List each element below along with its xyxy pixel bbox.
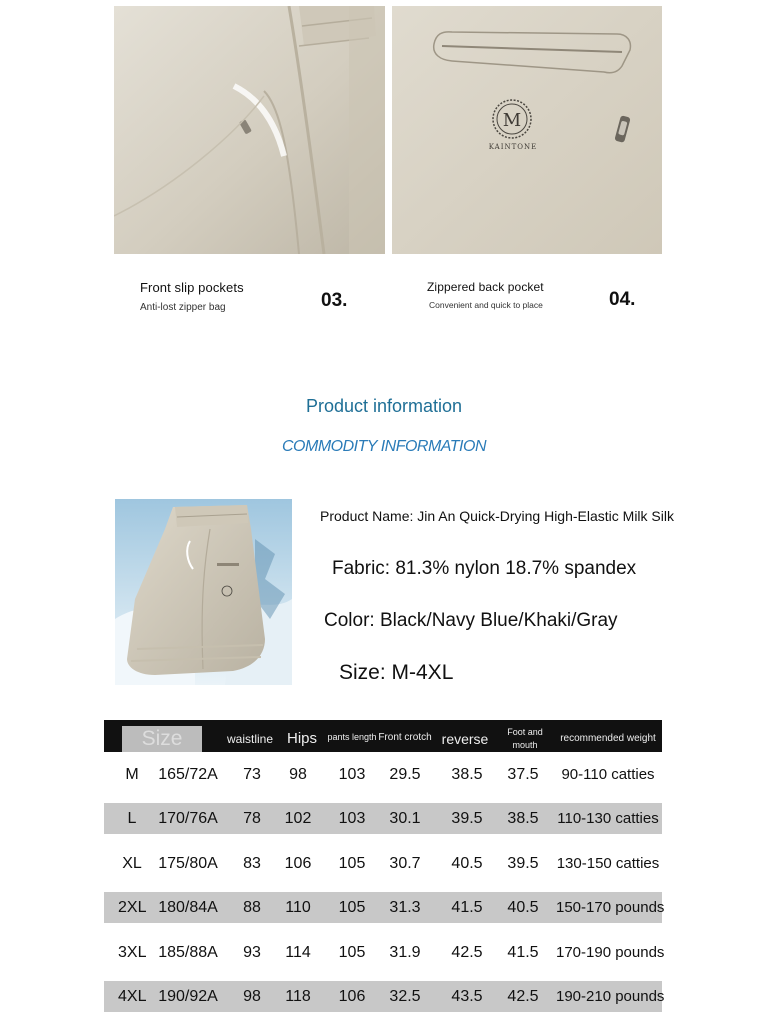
cell-foot-mouth: 39.5 [507,855,539,872]
cell-reverse: 43.5 [451,988,483,1005]
table-row [104,848,662,879]
cell-reverse: 42.5 [451,944,483,961]
table-row [104,759,662,790]
table-row [104,937,665,968]
cell-pants-length: 103 [338,766,366,783]
cell-spec: 165/72A [158,766,218,783]
cell-waistline: 73 [243,766,261,783]
cell-hips: 118 [285,988,311,1005]
cell-hips: 106 [284,855,312,872]
cell-spec: 170/76A [158,810,218,827]
cell-front-crotch: 30.1 [389,810,421,827]
table-row [104,981,665,1012]
cell-hips: 114 [285,944,311,961]
cell-pants-length: 105 [338,899,366,916]
header-size: Size [122,726,202,752]
cell-weight: 110-130 catties [557,810,659,827]
size-table-header [104,720,662,752]
cell-hips: 110 [285,899,311,916]
cell-weight: 170-190 pounds [556,944,665,961]
feature-subtitle-back: Convenient and quick to place [429,300,543,310]
cell-front-crotch: 31.9 [389,944,421,961]
section-title: Product information [305,396,463,416]
product-size: Size: M-4XL [339,661,454,684]
cell-reverse: 39.5 [451,810,483,827]
table-row [104,803,662,834]
cell-waistline: 83 [243,855,261,872]
cell-reverse: 41.5 [451,899,483,916]
cell-reverse: 40.5 [451,855,483,872]
header-reverse: reverse [441,731,489,747]
cell-waistline: 93 [243,944,261,961]
header-waistline: waistline [226,732,274,746]
cell-weight: 90-110 catties [561,766,655,783]
product-fabric: Fabric: 81.3% nylon 18.7% spandex [332,558,637,579]
header-hips: Hips [286,730,317,747]
front-pocket-photo [114,6,385,254]
cell-size: 2XL [118,899,147,916]
cell-size: L [127,810,137,827]
cell-front-crotch: 31.3 [389,899,421,916]
cell-foot-mouth: 37.5 [507,766,539,783]
cell-weight: 130-150 catties [556,855,660,872]
cell-foot-mouth: 38.5 [507,810,539,827]
product-photo [115,499,292,685]
cell-pants-length: 105 [338,944,366,961]
header-front-crotch: Front crotch [378,732,432,743]
cell-pants-length: 106 [338,988,366,1005]
cell-weight: 190-210 pounds [556,988,665,1005]
cell-size: 4XL [118,988,147,1005]
back-pocket-photo [392,6,662,254]
cell-spec: 190/92A [158,988,218,1005]
cell-reverse: 38.5 [451,766,483,783]
cell-spec: 175/80A [158,855,218,872]
cell-size: M [125,766,139,783]
cell-pants-length: 103 [338,810,366,827]
logo-brand: KAINTONE [488,143,538,151]
cell-hips: 102 [284,810,312,827]
header-recommended-weight: recommended weight [560,733,656,744]
cell-front-crotch: 29.5 [389,766,421,783]
product-color: Color: Black/Navy Blue/Khaki/Gray [324,610,618,631]
cell-foot-mouth: 42.5 [507,988,539,1005]
feature-title-back: Zippered back pocket [427,280,544,294]
cell-front-crotch: 30.7 [389,855,421,872]
cell-pants-length: 105 [338,855,366,872]
cell-size: XL [122,855,142,872]
cell-spec: 180/84A [158,899,218,916]
table-row [104,892,665,923]
cell-front-crotch: 32.5 [389,988,421,1005]
feature-title-front: Front slip pockets [140,280,244,295]
header-foot-mouth: Foot and mouth [507,727,543,750]
cell-waistline: 98 [243,988,261,1005]
cell-hips: 98 [289,766,307,783]
header-pants-length: pants length [327,732,377,742]
cell-size: 3XL [118,944,147,961]
cell-waistline: 78 [243,810,261,827]
product-name: Product Name: Jin An Quick-Drying High-Elastic Milk Silk [320,508,674,524]
cell-foot-mouth: 41.5 [507,944,539,961]
size-table [104,720,665,1012]
feature-number-front: 03. [321,290,348,311]
cell-weight: 150-170 pounds [556,899,665,916]
cell-spec: 185/88A [158,944,218,961]
feature-number-back: 04. [609,289,636,310]
feature-subtitle-front: Anti-lost zipper bag [140,302,226,313]
section-subtitle: COMMODITY INFORMATION [281,438,486,455]
cell-waistline: 88 [243,899,261,916]
logo-letter: M [502,110,522,131]
cell-foot-mouth: 40.5 [507,899,539,916]
